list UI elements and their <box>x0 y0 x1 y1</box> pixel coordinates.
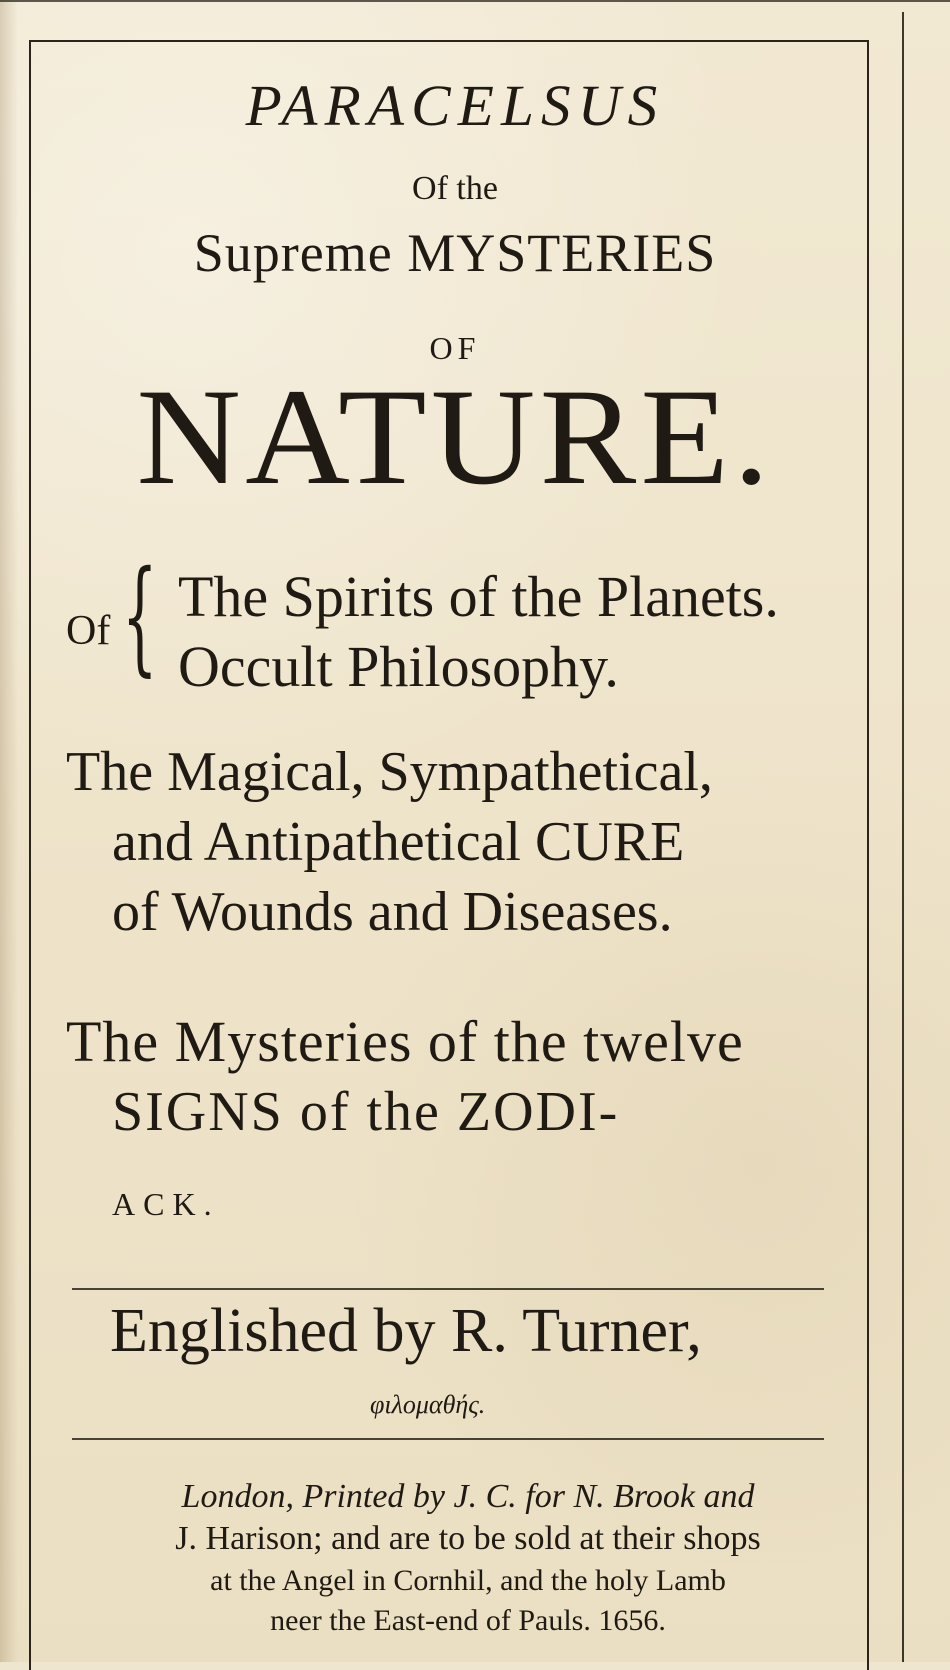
section-3-line-2: SIGNS of the ZODI- <box>112 1081 620 1143</box>
spine-shadow <box>0 0 18 1662</box>
section-3-line-3: ACK. <box>112 1186 220 1222</box>
of-line-2: Occult Philosophy. <box>178 634 619 699</box>
top-border-line <box>0 0 950 2</box>
imprint-line-2: J. Harison; and are to be sold at their shops <box>175 1520 761 1557</box>
rule-top <box>72 1288 824 1290</box>
translator-line: Englished by R. Turner, <box>110 1297 702 1365</box>
section-2-line-2: and Antipathetical CURE <box>112 811 685 873</box>
title-line-3: OF <box>429 330 481 366</box>
author-title: PARACELSUS <box>245 73 665 138</box>
title-line-2: Supreme MYSTERIES <box>193 223 717 283</box>
right-border-line <box>902 12 904 1662</box>
of-word: Of <box>66 608 111 654</box>
of-line-1: The Spirits of the Planets. <box>178 564 779 629</box>
rule-bottom <box>72 1438 824 1440</box>
brace-icon: { <box>122 545 158 689</box>
section-3-line-1: The Mysteries of the twelve <box>66 1009 744 1074</box>
imprint-line-4: neer the East-end of Pauls. 1656. <box>270 1604 666 1637</box>
of-section <box>66 545 826 705</box>
section-2-line-3: of Wounds and Diseases. <box>112 881 673 943</box>
main-title: NATURE. <box>136 360 774 513</box>
imprint-line-1: London, Printed by J. C. for N. Brook and <box>181 1478 755 1515</box>
imprint-line-3: at the Angel in Cornhil, and the holy Lamb <box>210 1564 726 1597</box>
section-2-line-1: The Magical, Sympathetical, <box>66 741 713 803</box>
greek-epithet: φιλομαθής. <box>370 1390 486 1419</box>
title-line-1: Of the <box>412 170 498 207</box>
